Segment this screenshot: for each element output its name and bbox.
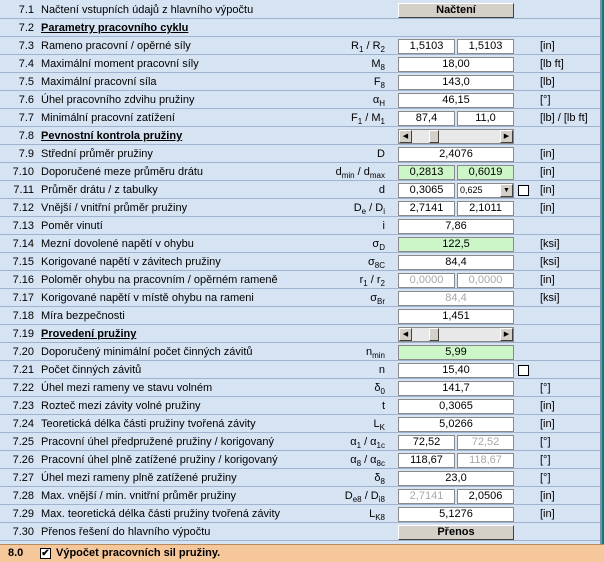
row-label: Vnější / vnitřní průměr pružiny: [41, 202, 188, 214]
scroll-left-icon[interactable]: ◀: [399, 130, 412, 143]
row-label: Míra bezpečnosti: [41, 310, 125, 322]
symbol-main: d: [378, 184, 385, 196]
row-label: Úhel mezi rameny ve stavu volném: [41, 382, 213, 394]
row-unit: [in]: [540, 202, 555, 214]
row-number: 7.7: [18, 112, 34, 124]
row-number: 7.11: [13, 184, 34, 196]
section-heading: Pevnostní kontrola pružiny: [41, 130, 183, 142]
section-scrollbar[interactable]: [398, 129, 514, 144]
symbol-second-sub: max: [369, 171, 385, 181]
row-7-3: [0, 38, 600, 55]
row-symbol: [374, 472, 385, 486]
row-label: Pracovní úhel plně zatížené pružiny / korigovaný: [41, 454, 278, 466]
value-cell-2[interactable]: 2,1011: [457, 201, 514, 216]
row-7-26: [0, 452, 600, 469]
symbol-second-sub: 1: [380, 117, 385, 127]
row-number: 7.5: [18, 76, 34, 88]
row-label: Poloměr ohybu na pracovním / opěrném rameně: [41, 274, 278, 286]
value-cell: 84,4: [398, 291, 514, 306]
symbol-sub: K: [379, 423, 385, 433]
row-label: Počet činných závitů: [41, 364, 142, 376]
row-symbol: [379, 184, 385, 196]
value-cell-1[interactable]: 118,67: [398, 453, 455, 468]
row-label: Úhel mezi rameny plně zatížené pružiny: [41, 472, 237, 484]
row-symbol: [382, 400, 385, 412]
row-7-12: [0, 200, 600, 217]
row-unit: [in]: [540, 148, 555, 160]
value-cell-2[interactable]: 1,5103: [457, 39, 514, 54]
value-cell-1[interactable]: 87,4: [398, 111, 455, 126]
row-7-29: [0, 506, 600, 523]
row-label: Maximální pracovní síla: [41, 76, 157, 88]
value-cell: 5,99: [398, 345, 514, 360]
chevron-down-icon[interactable]: ▼: [500, 184, 513, 197]
row-7-21: [0, 362, 600, 379]
symbol-main: F: [351, 112, 358, 124]
value-cell[interactable]: 84,4: [398, 255, 514, 270]
row-number: 7.13: [12, 220, 34, 232]
row-label: Korigované napětí v závitech pružiny: [41, 256, 221, 268]
value-cell-1[interactable]: 0,0000: [398, 273, 455, 288]
row-7-24: [0, 416, 600, 433]
row-number: 7.12: [12, 202, 34, 214]
symbol-main: d: [335, 166, 342, 178]
symbol-main: M: [371, 58, 381, 70]
symbol-second-sub: i: [383, 207, 385, 217]
row-7-7: [0, 110, 600, 127]
row-unit: [°]: [540, 94, 551, 106]
row-symbol: [350, 436, 385, 450]
value-cell[interactable]: 46,15: [398, 93, 514, 108]
symbol-main: L: [369, 508, 376, 520]
symbol-sub: 8C: [374, 261, 385, 271]
scroll-right-icon[interactable]: ▶: [500, 130, 513, 143]
row-number: 7.9: [18, 148, 34, 160]
row-symbol: [374, 382, 385, 396]
symbol-second-sub: 2: [380, 45, 385, 55]
symbol-sub: min: [372, 351, 385, 361]
row-7-2: [0, 20, 600, 37]
row-unit: [in]: [540, 490, 555, 502]
symbol-main: D: [344, 490, 353, 502]
value-cell-1[interactable]: 0,2813: [398, 165, 455, 180]
row-label: Průměr drátu / z tabulky: [41, 184, 158, 196]
value-cell[interactable]: 2,4076: [398, 147, 514, 162]
symbol-sub: 1: [363, 279, 368, 289]
row-symbol: [374, 418, 385, 432]
value-cell-2[interactable]: 2,0506: [457, 489, 514, 504]
section-8-checkbox[interactable]: ✔: [41, 548, 50, 559]
value-cell[interactable]: 23,0: [398, 471, 514, 486]
row-label: Max. vnější / min. vnitřní průměr pružiny: [41, 490, 237, 502]
row-7-28: [0, 488, 600, 505]
value-cell[interactable]: 0,3065: [398, 399, 514, 414]
row-number: 7.27: [12, 472, 34, 484]
row-unit: [in]: [540, 184, 555, 196]
row-number: 7.28: [12, 490, 34, 502]
row-7-1: [0, 2, 600, 19]
symbol-second-sub: i8: [378, 495, 385, 505]
scroll-right-icon[interactable]: ▶: [500, 328, 513, 341]
row-number: 7.3: [18, 40, 34, 52]
value-cell: 122,5: [398, 237, 514, 252]
row-label: Rozteč mezi závity volné pružiny: [41, 400, 201, 412]
value-cell-1[interactable]: 1,5103: [398, 39, 455, 54]
row-unit: [in]: [540, 418, 555, 430]
row-unit: [in]: [540, 274, 555, 286]
row-symbol: [360, 274, 385, 288]
scroll-left-icon[interactable]: ◀: [399, 328, 412, 341]
symbol-sub: 8: [380, 477, 385, 487]
symbol-main: n: [378, 364, 385, 376]
row-number: 7.21: [12, 364, 34, 376]
row-unit: [ksi]: [540, 256, 560, 268]
value-cell-2[interactable]: 11,0: [457, 111, 514, 126]
scroll-thumb[interactable]: [429, 328, 439, 341]
symbol-main: r: [359, 274, 364, 286]
row-7-9: [0, 146, 600, 163]
row-7-15: [0, 254, 600, 271]
row-label: Maximální moment pracovní síly: [41, 58, 199, 70]
symbol-second-sub: 2: [380, 279, 385, 289]
button-přenos[interactable]: Přenos: [398, 525, 514, 540]
symbol-main: δ: [374, 382, 381, 394]
row-7-30: [0, 524, 600, 541]
row-symbol: [372, 238, 385, 252]
row-label: Doporučený minimální počet činných závitů: [41, 346, 253, 358]
row-symbol: [368, 256, 385, 270]
value-cell-2[interactable]: 0,0000: [457, 273, 514, 288]
row-label: Načtení vstupních údajů z hlavního výpočtu: [41, 4, 254, 16]
row-label: Přenos řešení do hlavního výpočtu: [41, 526, 211, 538]
row-unit: [in]: [540, 508, 555, 520]
symbol-main: σ: [370, 292, 377, 304]
row-symbol: [374, 76, 385, 90]
symbol-main: α: [350, 454, 357, 466]
symbol-sub: e8: [352, 495, 362, 505]
row-symbol: [371, 58, 385, 72]
row-label: Rameno pracovní / opěrné síly: [41, 40, 191, 52]
symbol-second: / α: [361, 436, 377, 448]
row-7-27: [0, 470, 600, 487]
row-number: 7.15: [12, 256, 34, 268]
symbol-sub: D: [379, 243, 385, 253]
row-symbol: [383, 220, 385, 232]
symbol-sub: e: [361, 207, 367, 217]
row-unit: [°]: [540, 436, 551, 448]
row-label: Úhel pracovního zdvihu pružiny: [41, 94, 195, 106]
row-unit: [°]: [540, 454, 551, 466]
symbol-sub: 1: [357, 117, 363, 127]
symbol-main: α: [350, 436, 357, 448]
section-8-label: Výpočet pracovních sil pružiny.: [56, 547, 221, 559]
row-symbol: [350, 454, 385, 468]
section-heading: Provedení pružiny: [41, 328, 137, 340]
row-7-5: [0, 74, 600, 91]
row-label: Poměr vinutí: [41, 220, 103, 232]
row-number: 7.29: [12, 508, 34, 520]
row-number: 7.6: [18, 94, 34, 106]
value-cell[interactable]: 143,0: [398, 75, 514, 90]
button-načtení[interactable]: Načtení: [398, 3, 514, 18]
row-7-19: [0, 326, 600, 343]
row-label: Korigované napětí v místě ohybu na rameni: [41, 292, 254, 304]
row-number: 7.2: [18, 22, 34, 34]
row-symbol: [369, 508, 385, 522]
symbol-sub: min: [341, 171, 355, 181]
row-7-4: [0, 56, 600, 73]
row-7-18: [0, 308, 600, 325]
section-scrollbar[interactable]: [398, 327, 514, 342]
scroll-thumb[interactable]: [429, 130, 439, 143]
symbol-sub: Br: [377, 297, 385, 307]
symbol-second-sub: 1c: [376, 441, 385, 451]
value-cell-2[interactable]: 118,67: [457, 453, 514, 468]
row-label: Max. teoretická délka části pružiny tvořená závity: [41, 508, 281, 520]
row-unit: [in]: [540, 166, 555, 178]
symbol-main: δ: [374, 472, 381, 484]
symbol-main: t: [381, 400, 385, 412]
row-unit: [lb] / [lb ft]: [540, 112, 588, 124]
symbol-main: R: [351, 40, 359, 52]
row-number: 7.22: [12, 382, 34, 394]
symbol-second: / D: [366, 202, 384, 214]
row-number: 7.19: [12, 328, 34, 340]
symbol-main: i: [382, 220, 385, 232]
row-label: Teoretická délka části pružiny tvořená závity: [41, 418, 256, 430]
symbol-second-sub: 8c: [376, 459, 385, 469]
symbol-second: / R: [363, 40, 381, 52]
symbol-sub: 1: [356, 441, 362, 451]
symbol-second: / α: [361, 454, 377, 466]
row-number: 7.24: [12, 418, 34, 430]
row-symbol: [373, 94, 385, 108]
row-7-14: [0, 236, 600, 253]
row-7-23: [0, 398, 600, 415]
row-number: 7.18: [12, 310, 34, 322]
row-symbol: [351, 40, 385, 54]
row-number: 7.23: [12, 400, 34, 412]
value-cell[interactable]: 1,451: [398, 309, 514, 324]
value-cell-1[interactable]: 0,3065: [398, 183, 455, 198]
row-number: 7.14: [12, 238, 34, 250]
row-number: 7.10: [12, 166, 34, 178]
row-label: Pracovní úhel předpružené pružiny / korigovaný: [41, 436, 274, 448]
row-label: Mezní dovolené napětí v ohybu: [41, 238, 194, 250]
row-number: 7.26: [12, 454, 34, 466]
row-checkbox[interactable]: [518, 185, 529, 196]
value-cell[interactable]: 18,00: [398, 57, 514, 72]
symbol-sub: 8: [380, 63, 385, 73]
row-unit: [in]: [540, 40, 555, 52]
value-cell-1[interactable]: 72,52: [398, 435, 455, 450]
symbol-second: / D: [361, 490, 379, 502]
row-label: Minimální pracovní zatížení: [41, 112, 175, 124]
combo-value: 0,625: [460, 185, 483, 195]
symbol-second: / M: [362, 112, 381, 124]
value-cell[interactable]: 15,40: [398, 363, 514, 378]
section-8-bar: [0, 544, 604, 562]
value-cell[interactable]: 5,0266: [398, 417, 514, 432]
symbol-sub: 0: [380, 387, 385, 397]
value-cell-1[interactable]: 2,7141: [398, 201, 455, 216]
value-cell-1[interactable]: 2,7141: [398, 489, 455, 504]
symbol-sub: 8: [356, 459, 362, 469]
row-symbol: [366, 346, 385, 360]
symbol-main: σ: [367, 256, 375, 268]
row-7-6: [0, 92, 600, 109]
symbol-second: / d: [354, 166, 370, 178]
row-7-22: [0, 380, 600, 397]
row-symbol: [345, 490, 385, 504]
row-symbol: [377, 148, 385, 160]
value-cell-2[interactable]: 0,6019: [457, 165, 514, 180]
row-number: 7.30: [12, 526, 34, 538]
symbol-main: σ: [372, 238, 380, 250]
row-number: 7.16: [12, 274, 34, 286]
row-7-25: [0, 434, 600, 451]
row-unit: [lb]: [540, 76, 555, 88]
row-7-8: [0, 128, 600, 145]
row-7-11: [0, 182, 600, 199]
row-number: 7.4: [18, 58, 34, 70]
row-checkbox[interactable]: [518, 365, 529, 376]
symbol-sub: 8: [380, 81, 385, 91]
row-number: 7.17: [12, 292, 34, 304]
symbol-main: D: [377, 148, 385, 160]
row-label: Střední průměr pružiny: [41, 148, 153, 160]
row-symbol: [370, 292, 385, 306]
row-unit: [ksi]: [540, 238, 560, 250]
symbol-sub: 1: [358, 45, 364, 55]
value-cell[interactable]: 7,86: [398, 219, 514, 234]
row-7-20: [0, 344, 600, 361]
symbol-main: D: [353, 202, 362, 214]
row-7-16: [0, 272, 600, 289]
row-label: Doporučené meze průměru drátu: [41, 166, 204, 178]
symbol-main: α: [372, 94, 380, 106]
symbol-main: L: [373, 418, 380, 430]
symbol-sub: H: [379, 99, 385, 109]
section-8-number: 8.0: [8, 547, 24, 559]
row-symbol: [354, 202, 385, 216]
row-7-17: [0, 290, 600, 307]
wire-diameter-select[interactable]: [457, 183, 514, 198]
row-number: 7.1: [18, 4, 34, 16]
symbol-sub: K8: [375, 513, 385, 523]
row-symbol: [351, 112, 385, 126]
row-number: 7.20: [12, 346, 34, 358]
row-unit: [°]: [540, 472, 551, 484]
row-number: 7.8: [18, 130, 34, 142]
value-cell-2[interactable]: 72,52: [457, 435, 514, 450]
symbol-second: / r: [367, 274, 381, 286]
value-cell[interactable]: 5,1276: [398, 507, 514, 522]
row-unit: [°]: [540, 382, 551, 394]
row-7-10: [0, 164, 600, 181]
row-symbol: [336, 166, 385, 180]
symbol-main: F: [373, 76, 381, 88]
row-number: 7.25: [12, 436, 34, 448]
row-unit: [in]: [540, 400, 555, 412]
value-cell[interactable]: 141,7: [398, 381, 514, 396]
section-heading: Parametry pracovního cyklu: [41, 22, 189, 34]
row-unit: [ksi]: [540, 292, 560, 304]
row-unit: [lb ft]: [540, 58, 564, 70]
row-7-13: [0, 218, 600, 235]
symbol-main: n: [365, 346, 373, 358]
row-symbol: [379, 364, 385, 376]
